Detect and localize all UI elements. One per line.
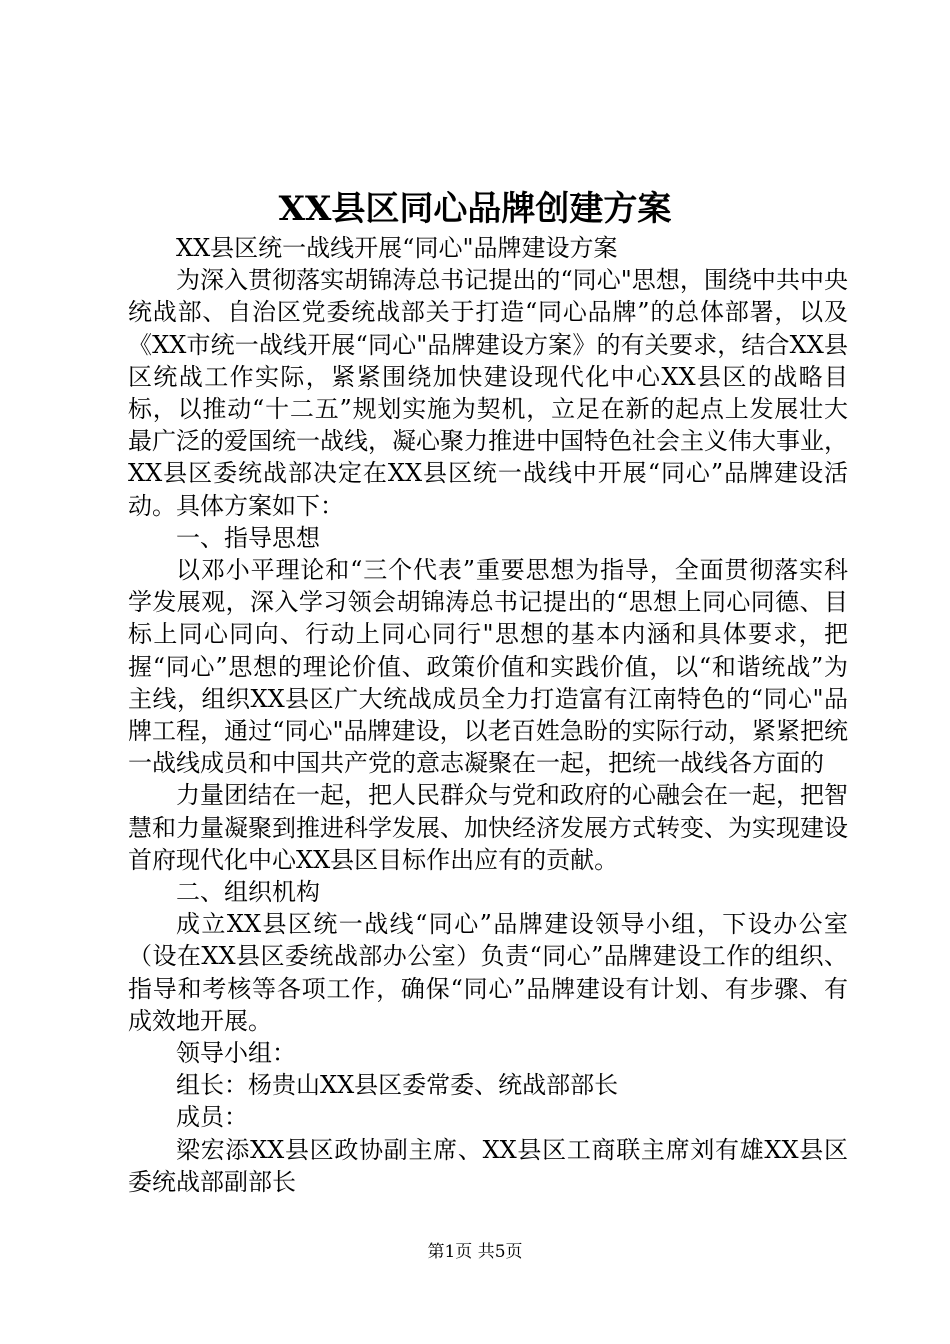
paragraph-group-leader: 组长：杨贵山XX县区委常委、统战部部长 [176, 1071, 619, 1100]
paragraph-members: 梁宏添XX县区政协副主席、XX县区工商联主席刘有雄XX县区委统战部副部长 [128, 1135, 848, 1196]
paragraph-guiding-ideology-cont: 力量团结在一起，把人民群众与党和政府的心融会在一起，把智慧和力量凝聚到推进科学发展、加快经济发展方式转变、为实现建设首府现代化中心XX县区目标作出应有的贡献。 [128, 781, 848, 874]
document-body [128, 232, 848, 1198]
page-number: 第1页 共5页 [427, 1242, 523, 1262]
section-heading-organization: 二、组织机构 [176, 878, 320, 907]
paragraph-leading-group: 领导小组： [176, 1039, 296, 1068]
document-title: XX县区同心品牌创建方案 [278, 189, 672, 229]
section-heading-guiding-ideology: 一、指导思想 [176, 523, 320, 552]
paragraph-guiding-ideology: 以邓小平理论和“三个代表”重要思想为指导，全面贯彻落实科学发展观，深入学习领会胡锦涛总书记提出的“思想上同心同德、目标上同心同向、行动上同心同行"思想的基本内涵和具体要求，把握“同心”思想的理论价值、政策价值和实践价值，以“和谐统战”为主线，组织XX县区广大统战成员全力打造富有江南特色的“同心"品牌工程，通过“同心"品牌建设，以老百姓急盼的实际行动，紧紧把统一战线成员和中国共产党的意志凝聚在一起，把统一战线各方面的 [128, 556, 848, 778]
paragraph-intro: 为深入贯彻落实胡锦涛总书记提出的“同心"思想，围绕中共中央统战部、自治区党委统战部关于打造“同心品牌”的总体部署，以及《XX市统一战线开展“同心"品牌建设方案》的有关要求，结合XX县区统战工作实际，紧紧围绕加快建设现代化中心XX县区的战略目标，以推动“十二五”规划实施为契机，立足在新的起点上发展壮大最广泛的爱国统一战线，凝心聚力推进中国特色社会主义伟大事业，XX县区委统战部决定在XX县区统一战线中开展“同心”品牌建设活动。具体方案如下： [128, 266, 848, 520]
paragraph-subtitle: XX县区统一战线开展“同心"品牌建设方案 [176, 234, 618, 262]
paragraph-members-label: 成员： [176, 1103, 248, 1132]
paragraph-organization: 成立XX县区统一战线“同心”品牌建设领导小组，下设办公室（设在XX县区委统战部办公室）负责“同心”品牌建设工作的组织、指导和考核等各项工作，确保“同心”品牌建设有计划、有步骤、有成效地开展。 [128, 910, 848, 1035]
